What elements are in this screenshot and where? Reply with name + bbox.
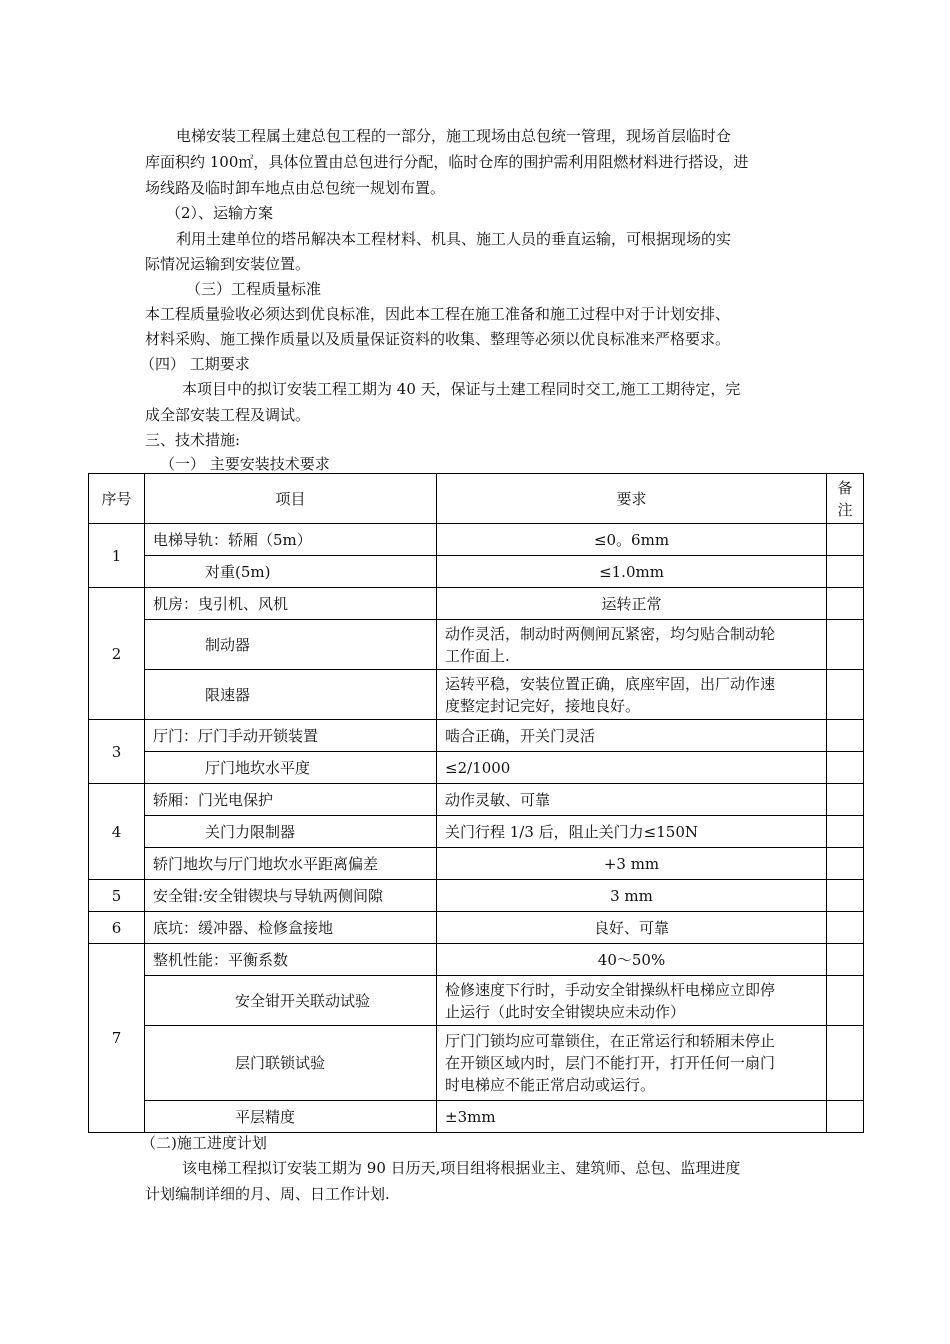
note-cell: [827, 784, 864, 816]
progress-line-2: 计划编制详细的月、周、日工作计划.: [145, 1185, 390, 1203]
item-cell: 平层精度: [145, 1101, 437, 1133]
requirement-cell: ≤1.0mm: [437, 556, 827, 588]
note-cell: [827, 1101, 864, 1133]
requirement-cell: 啮合正确，开关门灵活: [437, 720, 827, 752]
transport-line-2: 际情况运输到安装位置。: [145, 255, 311, 273]
item-cell: 安全钳:安全钳锲块与导轨两侧间隙: [145, 880, 437, 912]
requirement-line: 在开锁区域内时，层门不能打开，打开任何一扇门: [445, 1054, 776, 1072]
row-number: 1: [89, 524, 145, 588]
table-row: [89, 620, 864, 670]
progress-line-1: 该电梯工程拟订安装工期为 90 日历天,项目组将根据业主、建筑师、总包、监理进度: [182, 1159, 741, 1177]
tech-sub-heading: （一） 主要安装技术要求: [160, 455, 330, 473]
table-header-row: [89, 474, 864, 524]
table-row: [89, 944, 864, 976]
requirement-cell: +3 mm: [437, 848, 827, 880]
transport-line-1: 利用土建单位的塔吊解决本工程材料、机具、施工人员的垂直运输，可根据现场的实: [176, 230, 732, 248]
requirement-cell: [437, 620, 827, 670]
item-cell: 底坑：缓冲器、检修盒接地: [145, 912, 437, 944]
note-cell: [827, 556, 864, 588]
table-row: [89, 588, 864, 620]
transport-heading: （2）、运输方案: [166, 204, 274, 222]
row-number: 4: [89, 784, 145, 880]
header-no: 序号: [89, 474, 145, 524]
intro-line-1: 电梯安装工程属土建总包工程的一部分，施工现场由总包统一管理，现场首层临时仓: [176, 127, 732, 145]
requirement-line: 厅门门锁均应可靠锁住，在正常运行和轿厢未停止: [445, 1032, 776, 1050]
row-number: 2: [89, 588, 145, 720]
note-cell: [827, 880, 864, 912]
item-cell: 电梯导轨：轿厢（5m）: [145, 524, 437, 556]
item-cell: 机房：曳引机、风机: [145, 588, 437, 620]
table-row: [89, 816, 864, 848]
table-row: [89, 524, 864, 556]
requirement-line: 运转平稳，安装位置正确，底座牢固，出厂动作速: [445, 674, 776, 693]
quality-line-1: 本工程质量验收必须达到优良标准，因此本工程在施工准备和施工过程中对于计划安排、: [145, 305, 731, 323]
row-number: 7: [89, 944, 145, 1133]
table-row: [89, 1026, 864, 1101]
note-cell: [827, 720, 864, 752]
requirement-line: 工作面上.: [445, 646, 510, 665]
table-row: [89, 976, 864, 1026]
header-requirement: 要求: [437, 474, 827, 524]
note-cell: [827, 1026, 864, 1101]
intro-line-3: 场线路及临时卸车地点由总包统一规划布置。: [145, 179, 446, 197]
table-row: [89, 1101, 864, 1133]
requirement-cell: [437, 1026, 827, 1101]
table-row: [89, 670, 864, 720]
table-row: [89, 880, 864, 912]
row-number: 3: [89, 720, 145, 784]
schedule-heading: （四） 工期要求: [140, 355, 250, 373]
item-cell: 轿厢：门光电保护: [145, 784, 437, 816]
note-cell: [827, 816, 864, 848]
schedule-line-2: 成全部安装工程及调试。: [145, 406, 311, 424]
row-number: 5: [89, 880, 145, 912]
note-cell: [827, 670, 864, 720]
item-cell: 厅门：厅门手动开锁装置: [145, 720, 437, 752]
requirement-line: 度整定封记完好，接地良好。: [445, 696, 641, 715]
table-row: [89, 720, 864, 752]
requirement-cell: [437, 976, 827, 1026]
note-cell: [827, 752, 864, 784]
item-cell: 制动器: [145, 620, 437, 670]
note-cell: [827, 848, 864, 880]
item-cell: 安全钳开关联动试验: [145, 976, 437, 1026]
table-row: [89, 752, 864, 784]
installation-requirements-table: [88, 473, 864, 1133]
note-cell: [827, 976, 864, 1026]
quality-heading: （三）工程质量标准: [186, 280, 322, 298]
header-note-line-1: 备: [837, 478, 853, 497]
requirement-cell: ≤2/1000: [437, 752, 827, 784]
header-note-line-2: 注: [837, 500, 853, 519]
intro-line-2: 库面积约 100㎡，具体位置由总包进行分配，临时仓库的围护需利用阻燃材料进行搭设，进: [145, 153, 749, 171]
requirement-line: 时电梯应不能正常启动或运行。: [445, 1076, 656, 1094]
requirement-cell: 3 mm: [437, 880, 827, 912]
item-cell: 关门力限制器: [145, 816, 437, 848]
row-number: 6: [89, 912, 145, 944]
item-cell: 层门联锁试验: [145, 1026, 437, 1101]
table-row: [89, 784, 864, 816]
quality-line-2: 材料采购、施工操作质量以及质量保证资料的收集、整理等必须以优良标准来严格要求。: [145, 330, 731, 348]
header-item: 项目: [145, 474, 437, 524]
item-cell: 限速器: [145, 670, 437, 720]
schedule-line-1: 本项目中的拟订安装工程工期为 40 天，保证与土建工程同时交工,施工工期待定，完: [182, 380, 741, 398]
requirement-cell: 40～50%: [437, 944, 827, 976]
note-cell: [827, 912, 864, 944]
note-cell: [827, 944, 864, 976]
item-cell: 轿门地坎与厅门地坎水平距离偏差: [145, 848, 437, 880]
progress-heading: （二)施工进度计划: [141, 1134, 267, 1152]
item-cell: 对重(5m): [145, 556, 437, 588]
item-cell: 厅门地坎水平度: [145, 752, 437, 784]
requirement-line: 检修速度下行时，手动安全钳操纵杆电梯应立即停: [445, 980, 776, 999]
note-cell: [827, 588, 864, 620]
requirement-line: 止运行（此时安全钳锲块应未动作）: [445, 1002, 686, 1021]
requirement-line: 动作灵活，制动时两侧闸瓦紧密，均匀贴合制动轮: [445, 624, 776, 643]
item-cell: 整机性能：平衡系数: [145, 944, 437, 976]
requirement-cell: ≤0。6mm: [437, 524, 827, 556]
requirement-cell: 运转正常: [437, 588, 827, 620]
requirement-cell: [437, 670, 827, 720]
requirement-cell: 动作灵敏、可靠: [437, 784, 827, 816]
note-cell: [827, 524, 864, 556]
tech-heading: 三、技术措施:: [145, 431, 241, 449]
table-row: [89, 556, 864, 588]
requirement-cell: 良好、可靠: [437, 912, 827, 944]
header-note: [827, 474, 864, 524]
table-row: [89, 848, 864, 880]
table-row: [89, 912, 864, 944]
requirement-cell: ±3mm: [437, 1101, 827, 1133]
note-cell: [827, 620, 864, 670]
requirement-cell: 关门行程 1/3 后，阻止关门力≤150N: [437, 816, 827, 848]
